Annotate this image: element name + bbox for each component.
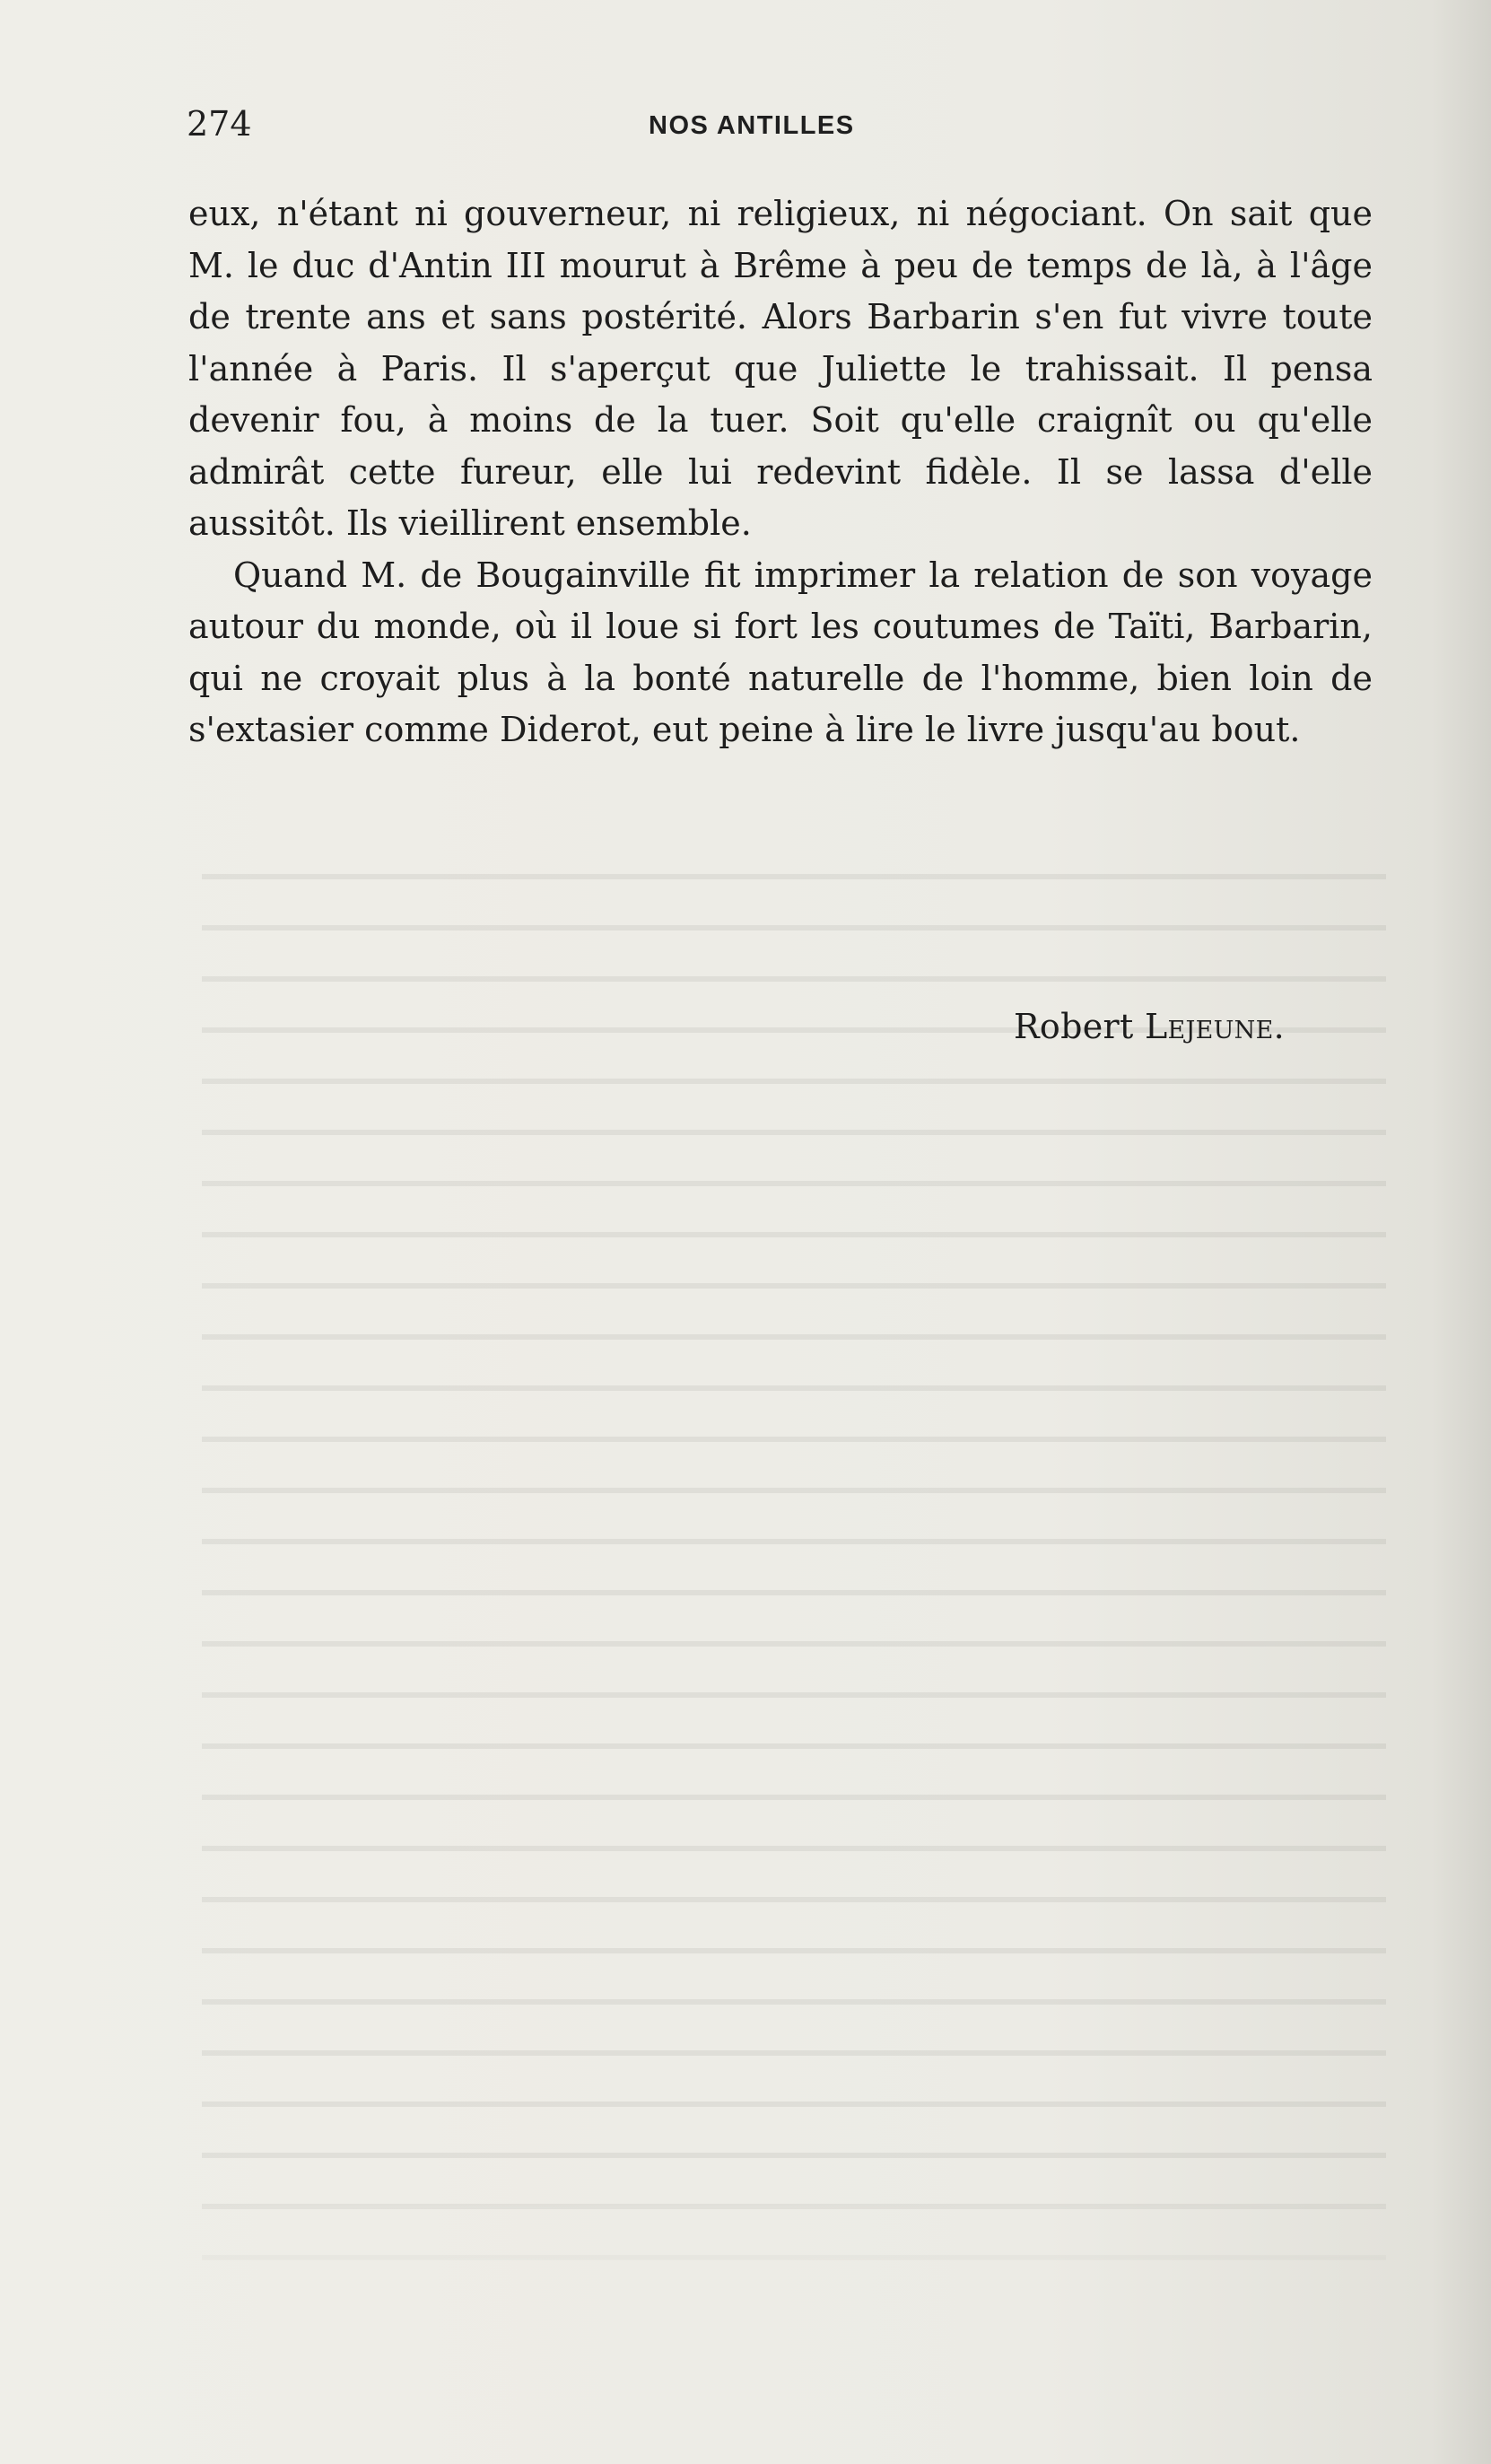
page-number: 274 <box>187 104 252 144</box>
paragraph-1: eux, n'étant ni gouverneur, ni religieux, ni négociant. On sait que M. le duc d'Antin III mourut à Brême à peu de temps de là, à l'âge de trente ans et sans postérité. Alors Barbarin s'en fut vivre toute l'année à Paris. Il s'aperçut que Juliette le trahissait. Il pensa devenir fou, à moins de la tuer. Soit qu'elle craignît ou qu'elle admirât cette fureur, elle lui redevint fidèle. Il se lassa d'elle aussitôt. Ils vieillirent ensemble. <box>188 194 1373 543</box>
signature-first-name: Robert <box>1014 1007 1134 1046</box>
signature-last-name: Lejeune. <box>1144 1007 1285 1046</box>
paragraph-2: Quand M. de Bougainville fit imprimer la relation de son voyage autour du monde, où il loue si fort les coutumes de Taïti, Barbarin, qui ne croyait plus à la bonté naturelle de l'homme, bien loin de s'extasier comme Diderot, eut peine à lire le livre jusqu'au bout. <box>188 555 1373 749</box>
author-signature <box>1014 1003 1285 1050</box>
body-text <box>188 188 1373 756</box>
show-through-text <box>202 843 1386 2306</box>
page-header <box>187 100 1371 154</box>
running-head: NOS ANTILLES <box>649 111 855 140</box>
